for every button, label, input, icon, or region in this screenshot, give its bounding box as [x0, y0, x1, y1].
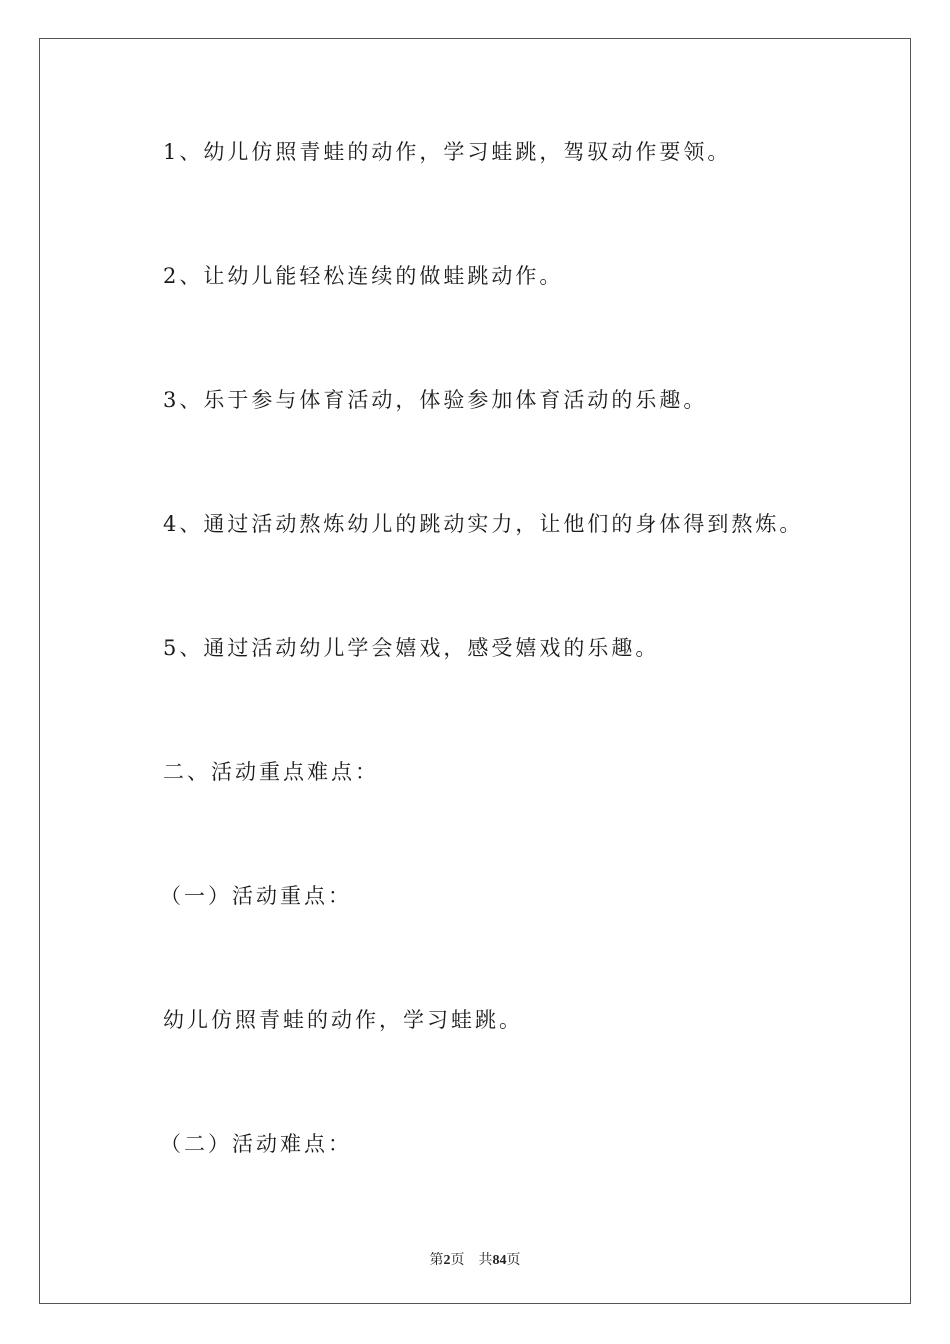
- footer-total-pages: 84: [492, 1253, 507, 1268]
- page-border: [39, 38, 911, 1304]
- footer-page-prefix: 第: [429, 1253, 444, 1268]
- subheading-difficulty: （二）活动难点：: [160, 1132, 352, 1156]
- footer-total-suffix: 页: [506, 1253, 521, 1268]
- objective-3: 3、乐于参与体育活动，体验参加体育活动的乐趣。: [163, 388, 708, 412]
- page-footer: [0, 1249, 950, 1269]
- objective-5: 5、通过活动幼儿学会嬉戏，感受嬉戏的乐趣。: [163, 636, 660, 660]
- focus-text: 幼儿仿照青蛙的动作，学习蛙跳。: [163, 1008, 523, 1032]
- footer-page-suffix: 页: [450, 1253, 465, 1268]
- objective-4: 4、通过活动熬炼幼儿的跳动实力，让他们的身体得到熬炼。: [163, 512, 804, 536]
- objective-1: 1、幼儿仿照青蛙的动作，学习蛙跳，驾驭动作要领。: [163, 140, 732, 164]
- objective-2: 2、让幼儿能轻松连续的做蛙跳动作。: [163, 264, 564, 288]
- footer-page-number: 2: [443, 1253, 451, 1268]
- subheading-focus: （一）活动重点：: [160, 884, 352, 908]
- section-heading-key-points: 二、活动重点难点：: [163, 760, 379, 784]
- footer-total-prefix: 共: [478, 1253, 493, 1268]
